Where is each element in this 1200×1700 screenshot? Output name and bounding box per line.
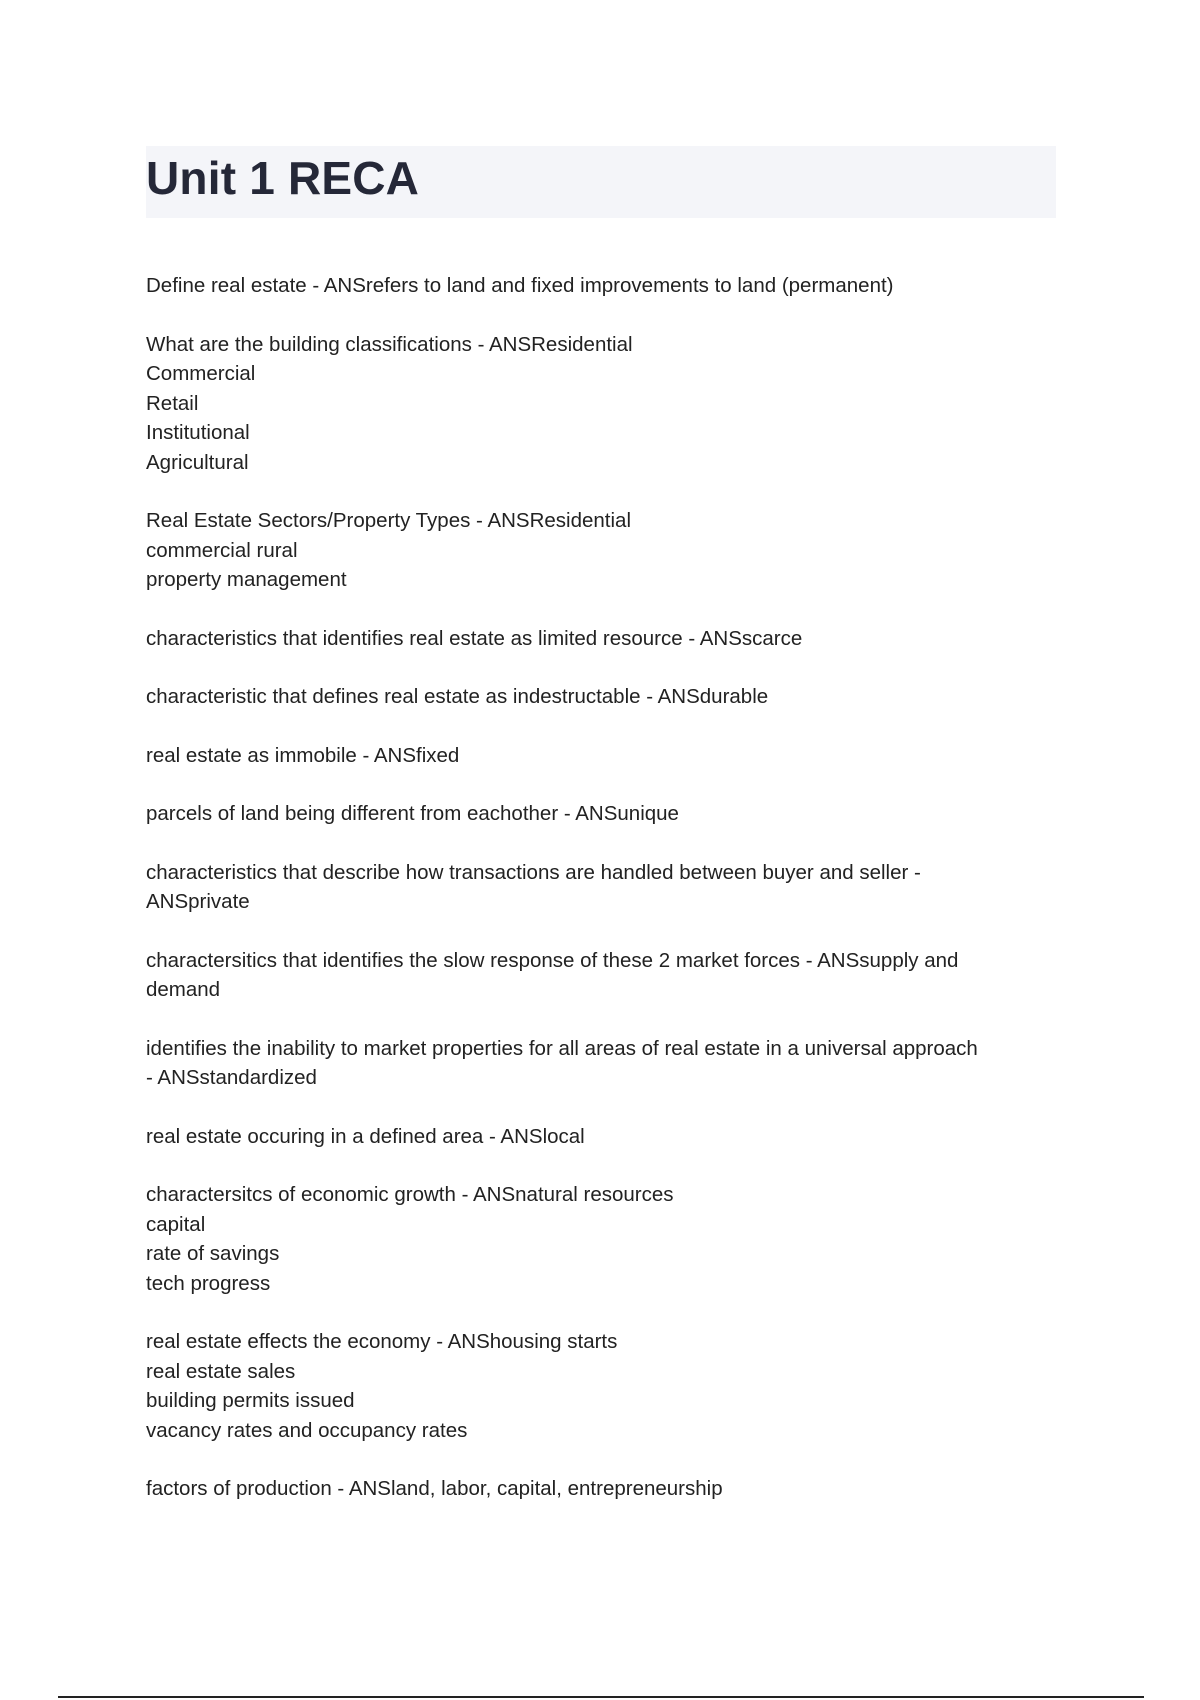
qa-entry-12: [146, 1180, 1056, 1298]
qa-line: building permits issued: [146, 1389, 355, 1412]
qa-line: Define real estate - ANSrefers to land and fixed improvements to land (permanent): [146, 274, 894, 297]
qa-line: real estate as immobile - ANSfixed: [146, 743, 460, 767]
qa-line: tech progress: [146, 1271, 271, 1295]
qa-line: commercial rural: [146, 538, 298, 562]
qa-entry-10: [146, 1034, 1056, 1093]
title-band: [146, 146, 1056, 218]
qa-line: real estate effects the economy - ANShousing starts: [146, 1330, 618, 1353]
qa-entry-3: [146, 506, 1056, 595]
qa-entry-14: [146, 1474, 1056, 1504]
page-title: Unit 1 RECA: [146, 152, 420, 204]
qa-line: Agricultural: [146, 450, 249, 474]
qa-entry-6: [146, 741, 1056, 771]
qa-list: [146, 271, 1056, 1533]
qa-line: vacancy rates and occupancy rates: [146, 1418, 468, 1442]
footer-divider: [58, 1696, 1144, 1698]
qa-entry-9: [146, 946, 1056, 1005]
qa-line: ANSprivate: [146, 890, 250, 913]
qa-line: characteristics that describe how transactions are handled between buyer and seller -: [146, 860, 921, 884]
qa-line: - ANSstandardized: [146, 1066, 317, 1089]
qa-entry-5: [146, 682, 1056, 712]
qa-line: What are the building classifications - ANSResidential: [146, 332, 633, 356]
qa-entry-2: [146, 330, 1056, 478]
qa-entry-4: [146, 624, 1056, 654]
qa-entry-8: [146, 858, 1056, 917]
qa-line: Commercial: [146, 362, 256, 385]
qa-entry-13: [146, 1327, 1056, 1445]
qa-line: factors of production - ANSland, labor, capital, entrepreneurship: [146, 1477, 723, 1500]
qa-line: Institutional: [146, 421, 250, 444]
qa-line: rate of savings: [146, 1242, 280, 1265]
qa-entry-11: [146, 1122, 1056, 1152]
qa-line: property management: [146, 568, 347, 591]
qa-line: demand: [146, 978, 221, 1001]
qa-line: charactersitcs of economic growth - ANSnatural resources: [146, 1183, 674, 1206]
qa-line: characteristic that defines real estate as indestructable - ANSdurable: [146, 685, 769, 708]
qa-line: real estate sales: [146, 1359, 296, 1383]
qa-line: real estate occuring in a defined area - ANSlocal: [146, 1124, 585, 1148]
qa-line: characteristics that identifies real estate as limited resource - ANSscarce: [146, 626, 803, 650]
qa-line: parcels of land being different from eachother - ANSunique: [146, 802, 679, 825]
qa-line: capital: [146, 1212, 206, 1236]
qa-line: charactersitics that identifies the slow response of these 2 market forces - ANSsupply and: [146, 948, 959, 972]
qa-entry-1: [146, 271, 1056, 301]
qa-line: identifies the inability to market properties for all areas of real estate in a universal approach: [146, 1036, 978, 1060]
qa-line: Retail: [146, 391, 199, 415]
qa-line: Real Estate Sectors/Property Types - ANSResidential: [146, 509, 632, 532]
qa-entry-7: [146, 799, 1056, 829]
